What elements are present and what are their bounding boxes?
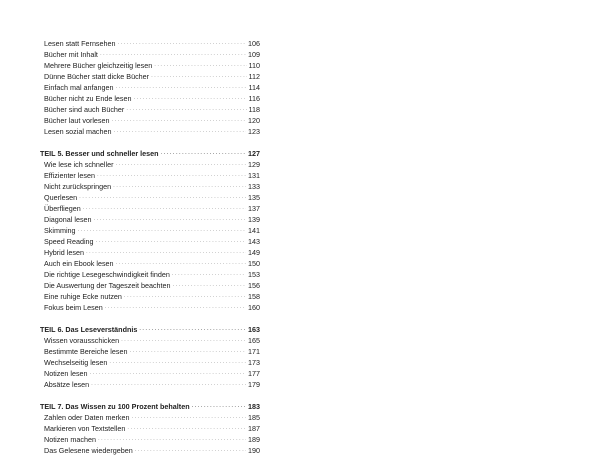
toc-entry-title: Notizen lesen: [44, 369, 88, 378]
toc-entry-title: Fokus beim Lesen: [44, 303, 103, 312]
toc-entry: [40, 104, 260, 115]
toc-entry: [40, 170, 260, 181]
toc-entry: [40, 203, 260, 214]
toc-page-number: 149: [248, 248, 260, 257]
toc-entry: [40, 368, 260, 379]
toc-dot-leader: [134, 93, 247, 104]
toc-entry-title: Wie lese ich schneller: [44, 160, 114, 169]
toc-page-number: 153: [248, 270, 260, 279]
toc-entry: [40, 302, 260, 313]
toc-entry: [40, 159, 260, 170]
toc-page-number: 106: [248, 39, 260, 48]
toc-dot-leader: [121, 335, 246, 346]
toc-entry: [40, 115, 260, 126]
toc-entry-title: TEIL 6. Das Leseverständnis: [40, 325, 138, 334]
toc-entry-title: Diagonal lesen: [44, 215, 92, 224]
toc-entry: [40, 357, 260, 368]
toc-page-number: 127: [248, 149, 260, 158]
toc-entry: [40, 434, 260, 445]
toc-entry-title: Überfliegen: [44, 204, 81, 213]
toc-dot-leader: [83, 203, 246, 214]
toc-dot-leader: [132, 412, 247, 423]
toc-dot-leader: [109, 357, 246, 368]
toc-dot-leader: [105, 302, 246, 313]
toc-page-number: 179: [248, 380, 260, 389]
toc-entry-title: Bücher laut vorlesen: [44, 116, 110, 125]
toc-entry: [40, 126, 260, 137]
toc-entry-title: TEIL 7. Das Wissen zu 100 Prozent behalten: [40, 402, 190, 411]
toc-dot-leader: [100, 49, 246, 60]
toc-entry-title: Eine ruhige Ecke nutzen: [44, 292, 122, 301]
toc-dot-leader: [94, 214, 246, 225]
toc-entry: [40, 71, 260, 82]
toc-dot-leader: [78, 225, 246, 236]
toc-spacer: [40, 313, 260, 324]
toc-page-number: 185: [248, 413, 260, 422]
toc-page-number: 160: [248, 303, 260, 312]
toc-entry-title: Effizienter lesen: [44, 171, 96, 180]
toc-entry: [40, 93, 260, 104]
toc-page-number: 129: [248, 160, 260, 169]
toc-dot-leader: [139, 324, 246, 335]
toc-entry: [40, 379, 260, 390]
toc-entry-title: Skimming: [44, 226, 76, 235]
toc-dot-leader: [112, 115, 246, 126]
toc-page-number: 116: [248, 94, 260, 103]
toc-dot-leader: [135, 445, 246, 456]
toc-page-number: 183: [248, 402, 260, 411]
toc-entry: [40, 412, 260, 423]
toc-page-number: 143: [248, 237, 260, 246]
toc-dot-leader: [192, 401, 246, 412]
toc-entry-title: Bestimmte Bereiche lesen: [44, 347, 128, 356]
toc-chapter-entry: [40, 324, 260, 335]
toc-page-number: 177: [248, 369, 260, 378]
toc-entry-title: Bücher nicht zu Ende lesen: [44, 94, 132, 103]
toc-dot-leader: [96, 236, 246, 247]
toc-dot-leader: [151, 71, 246, 82]
toc-entry-title: Hybrid lesen: [44, 248, 84, 257]
toc-dot-leader: [172, 269, 246, 280]
toc-entry: [40, 214, 260, 225]
toc-entry-title: Lesen sozial machen: [44, 127, 112, 136]
toc-entry-title: TEIL 5. Besser und schneller lesen: [40, 149, 159, 158]
toc-entry-title: Wechselseitig lesen: [44, 358, 108, 367]
toc-page-number: 156: [248, 281, 260, 290]
toc-page-number: 131: [248, 171, 260, 180]
toc-entry: [40, 181, 260, 192]
toc-spacer: [40, 137, 260, 148]
toc-entry: [40, 236, 260, 247]
toc-page-number: 123: [248, 127, 260, 136]
toc-entry-title: Querlesen: [44, 193, 78, 202]
toc-dot-leader: [154, 60, 246, 71]
toc-page-number: 150: [248, 259, 260, 268]
toc-dot-leader: [124, 291, 246, 302]
toc-entry: [40, 82, 260, 93]
toc-entry-title: Speed Reading: [44, 237, 94, 246]
toc-entry: [40, 445, 260, 456]
toc-page-number: 137: [248, 204, 260, 213]
toc-dot-leader: [91, 379, 246, 390]
toc-entry-title: Einfach mal anfangen: [44, 83, 114, 92]
toc-entry-title: Wissen vorausschicken: [44, 336, 120, 345]
toc-page-number: 163: [248, 325, 260, 334]
toc-dot-leader: [118, 38, 246, 49]
toc-entry: [40, 346, 260, 357]
toc-page-number: 133: [248, 182, 260, 191]
toc-page-number: 173: [248, 358, 260, 367]
toc-dot-leader: [161, 148, 246, 159]
toc-page-number: 114: [248, 83, 260, 92]
toc-entry: [40, 335, 260, 346]
toc-entry: [40, 49, 260, 60]
toc-dot-leader: [127, 423, 246, 434]
toc-chapter-entry: [40, 401, 260, 412]
toc-entry-title: Die Auswertung der Tageszeit beachten: [44, 281, 171, 290]
toc-dot-leader: [79, 192, 246, 203]
toc-chapter-entry: [40, 148, 260, 159]
toc-entry-title: Absätze lesen: [44, 380, 90, 389]
toc-entry-title: Bücher sind auch Bücher: [44, 105, 125, 114]
toc-entry-title: Dünne Bücher statt dicke Bücher: [44, 72, 150, 81]
toc-dot-leader: [173, 280, 246, 291]
toc-page-number: 118: [248, 105, 260, 114]
toc-entry: [40, 280, 260, 291]
toc-entry-title: Nicht zurückspringen: [44, 182, 112, 191]
toc-entry-title: Die richtige Lesegeschwindigkeit finden: [44, 270, 170, 279]
toc-page-number: 165: [248, 336, 260, 345]
toc-dot-leader: [116, 258, 246, 269]
right-page: [300, 0, 600, 467]
toc-entry-title: Notizen machen: [44, 435, 96, 444]
toc-spacer: [40, 390, 260, 401]
toc-entry-title: Bücher mit Inhalt: [44, 50, 98, 59]
toc-page-number: 135: [248, 193, 260, 202]
toc-page-number: 158: [248, 292, 260, 301]
toc-dot-leader: [98, 434, 246, 445]
toc-entry: [40, 225, 260, 236]
toc-page-number: 139: [248, 215, 260, 224]
toc-entry-title: Das Gelesene wiedergeben: [44, 446, 133, 455]
toc-dot-leader: [97, 170, 246, 181]
toc-page-number: 112: [248, 72, 260, 81]
toc-entry: [40, 291, 260, 302]
toc-page-number: 120: [248, 116, 260, 125]
toc-entry-title: Markieren von Textstellen: [44, 424, 126, 433]
toc-dot-leader: [126, 104, 246, 115]
toc-page-number: 109: [248, 50, 260, 59]
toc-page-number: 190: [248, 446, 260, 455]
toc-entry-title: Zahlen oder Daten merken: [44, 413, 130, 422]
toc-entry: [40, 258, 260, 269]
toc-entry: [40, 269, 260, 280]
toc-dot-leader: [90, 368, 246, 379]
toc-entry: [40, 192, 260, 203]
toc-dot-leader: [116, 159, 246, 170]
toc-entry-title: Lesen statt Fernsehen: [44, 39, 116, 48]
toc-entry-title: Auch ein Ebook lesen: [44, 259, 114, 268]
toc-entry: [40, 38, 260, 49]
toc-dot-leader: [116, 82, 247, 93]
toc-entry-title: Mehrere Bücher gleichzeitig lesen: [44, 61, 153, 70]
toc-dot-leader: [114, 126, 246, 137]
toc-dot-leader: [113, 181, 246, 192]
toc-dot-leader: [130, 346, 247, 357]
toc-page-number: 110: [248, 61, 260, 70]
toc-page-number: 171: [248, 347, 260, 356]
toc-dot-leader: [86, 247, 246, 258]
toc-entry: [40, 247, 260, 258]
toc-page-number: 187: [248, 424, 260, 433]
toc-entry: [40, 60, 260, 71]
toc-page-number: 141: [248, 226, 260, 235]
toc-entry: [40, 423, 260, 434]
toc-page-number: 189: [248, 435, 260, 444]
table-of-contents-left: [40, 38, 260, 456]
